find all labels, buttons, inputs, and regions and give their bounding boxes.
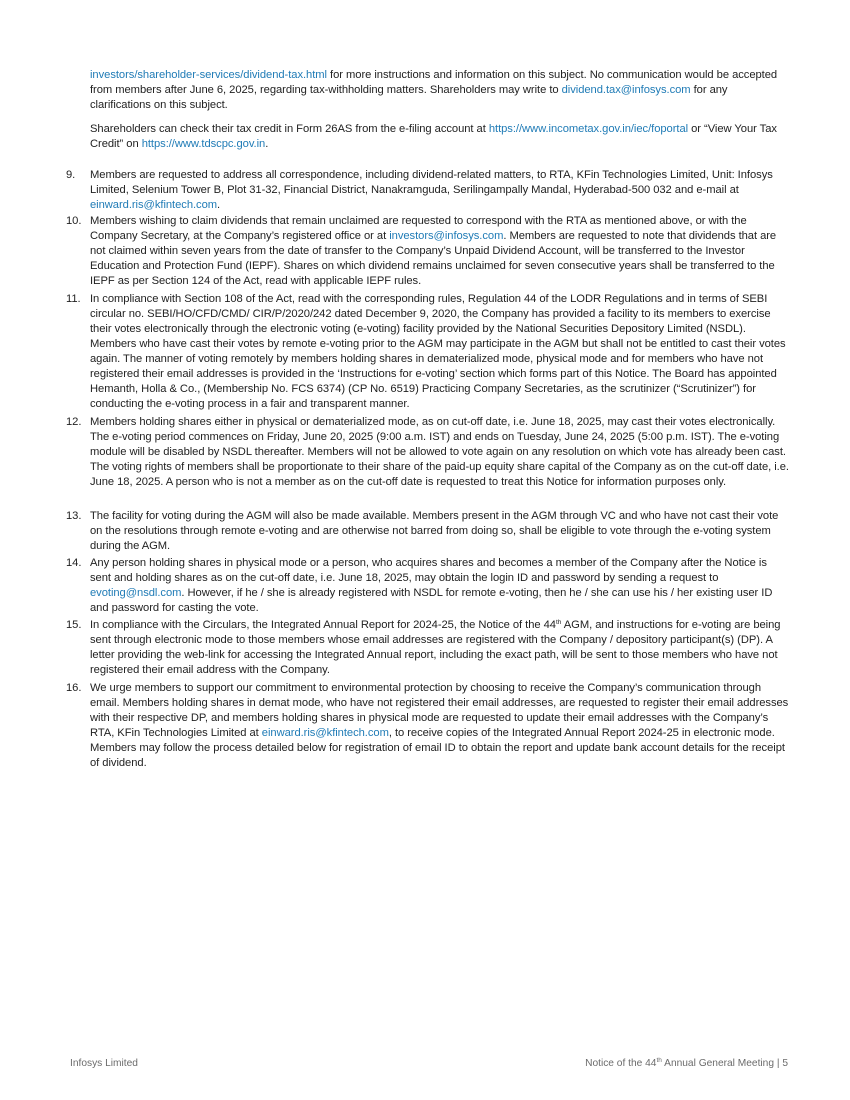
paragraph-text: Shareholders can check their tax credit in Form 26AS from the e-filing account at [90, 123, 489, 135]
item-text-part: Members are requested to address all correspondence, including dividend-related matters, to RTA, KFin Technologies Limited, Unit: Infosys Limited, Selenium Tower B, Plot 31-32, Financial District, Nanakramguda, Serilingampally Mandal, Hyderabad-500 032 and e-mail at [90, 169, 773, 196]
item-text-part: . Members are requested to note that dividends that are not claimed within seven years from the date of transfer to the Company’s Unpaid Dividend Account, will be transferred to the Investor Education and Protection Fund (IEPF). Shares on which dividend remains unclaimed for seven consecutive years shall be transferred to the IEPF as per Section 124 of the Act, read with applicable IEPF rules. [90, 230, 777, 287]
item-text-part: Members wishing to claim dividends that remain unclaimed are requested to correspond with the RTA as mentioned above, or with the Company Secretary, at the Company’s registered office or at [90, 215, 747, 242]
paragraph-text: for more instructions and information on this subject. No communication would be accepted from members after June 6, 2025, regarding tax-withholding matters. Shareholders may write to [90, 69, 778, 96]
item-number: 15. [66, 619, 82, 631]
item-number: 14. [66, 557, 82, 569]
item-text [90, 168, 790, 213]
paragraph-text: for any clarifications on this subject. [90, 84, 728, 111]
item-text-part: Any person holding shares in physical mode or a person, who acquires shares and becomes a member of the Company after the Notice is sent and holding shares as on the cut-off date, i.e. June 18, 2025, may obtain the login ID and password by sending a request to [90, 557, 767, 584]
item-text-part: AGM, and instructions for e-voting are being sent through electronic mode to those members whose email addresses are registered with the Company / depository participant(s) (DP). A letter providing the web-link for accessing the Integrated Annual report, including the exact path, will be sent to those members who have not registered their email address with the Company. [90, 619, 781, 676]
footer-page-info [585, 1058, 788, 1069]
item-number: 16. [66, 682, 82, 694]
paragraph-text: or “View Your Tax Credit” on [90, 123, 777, 150]
item-text-part: , to receive copies of the Integrated Annual Report 2024-25 in electronic mode. Members may follow the process detailed below for registration of email ID to obtain the report and update bank account details for the receipt of dividend. [90, 727, 785, 769]
dividend-tax-email-link[interactable]: dividend.tax@infosys.com [561, 84, 691, 96]
paragraph-text: . [265, 138, 269, 150]
item-text [90, 214, 790, 289]
incometax-portal-link[interactable]: https://www.incometax.gov.in/iec/foportal [488, 123, 689, 135]
kfintech-email-link[interactable]: einward.ris@kfintech.com [261, 727, 389, 739]
item-text: Members holding shares either in physical or dematerialized mode, as on cut-off date, i.e. June 18, 2025, may cast their votes electronically. The e-voting period commences on Friday, June 20, 2025 (9:00 a.m. IST) and ends on Tuesday, June 24, 2025 (5:00 p.m. IST). The e-voting module will be disabled by NSDL thereafter. Members will not be allowed to vote again on any resolution on which vote has already been cast. The voting rights of members shall be proportionate to their share of the paid-up equity share capital of the Company as on the cut-off date, i.e. June 18, 2025. A person who is not a member as on the cut-off date is requested to treat this Notice for information purposes only. [90, 416, 789, 488]
item-text: In compliance with Section 108 of the Act, read with the corresponding rules, Regulation 44 of the LODR Regulations and in terms of SEBI circular no. SEBI/HO/CFD/CMD/ CIR/P/2020/242 dated December 9, 2020, the Company has provided a facility to its members to exercise their votes electronically through the electronic voting (e-voting) facility provided by the National Securities Depository Limited (NSDL). Members who have cast their votes by remote e-voting prior to the AGM may participate in the AGM but shall not be entitled to cast their votes again. The manner of voting remotely by members holding shares in dematerialized mode, physical mode and for members who have not registered their email addresses is provided in the ‘Instructions for e-voting’ section which forms part of this Notice. The Board has appointed Hemanth, Holla & Co., (Membership No. FCS 6374) (CP No. 6519) Practicing Company Secretaries, as the scrutinizer (“Scrutinizer”) for conducting the e-voting process in a fair and transparent manner. [90, 293, 786, 410]
nsdl-email-link[interactable]: evoting@nsdl.com [90, 587, 182, 599]
tdscpc-link[interactable]: https://www.tdscpc.gov.in [141, 138, 266, 150]
item-number: 10. [66, 215, 82, 227]
item-text-part: We urge members to support our commitment to environmental protection by choosing to receive the Company’s communication through email. Members holding shares in demat mode, who have not registered their email addresses, are requested to register their email addresses with their respective DP, and members holding shares in physical mode are requested to update their email addresses with the Company’s RTA, KFin Technologies Limited at [90, 682, 789, 739]
item-text-part: . However, if he / she is already registered with NSDL for remote e-voting, then he / she can use his / her existing user ID and password for casting the vote. [90, 587, 773, 614]
item-text: The facility for voting during the AGM will also be made available. Members present in the AGM through VC and who have not cast their vote on the resolutions through remote e-voting and are otherwise not barred from doing so, shall be eligible to vote through the e-voting system during the AGM. [90, 510, 779, 552]
item-text [90, 556, 790, 616]
investors-email-link[interactable]: investors@infosys.com [389, 230, 504, 242]
item-number: 11. [66, 293, 81, 305]
item-text [90, 618, 790, 678]
ordinal-suffix: th [555, 619, 562, 626]
footer-text: Notice of the 44 [585, 1058, 657, 1069]
ordinal-suffix: th [656, 1057, 662, 1064]
dividend-tax-paragraph [90, 68, 790, 113]
item-number: 12. [66, 416, 82, 428]
dividend-tax-link[interactable]: investors/shareholder-services/dividend-tax.html [90, 69, 327, 81]
item-text [90, 681, 790, 771]
item-text-part: . [217, 199, 221, 211]
item-number: 13. [66, 510, 82, 522]
footer-text: Annual General Meeting | 5 [661, 1058, 788, 1069]
item-number: 9. [66, 169, 76, 181]
tax-credit-paragraph [90, 122, 790, 152]
kfintech-email-link[interactable]: einward.ris@kfintech.com [90, 199, 218, 211]
item-text-part: In compliance with the Circulars, the Integrated Annual Report for 2024-25, the Notice of the 44 [90, 619, 556, 631]
footer-company-name: Infosys Limited [70, 1058, 138, 1069]
